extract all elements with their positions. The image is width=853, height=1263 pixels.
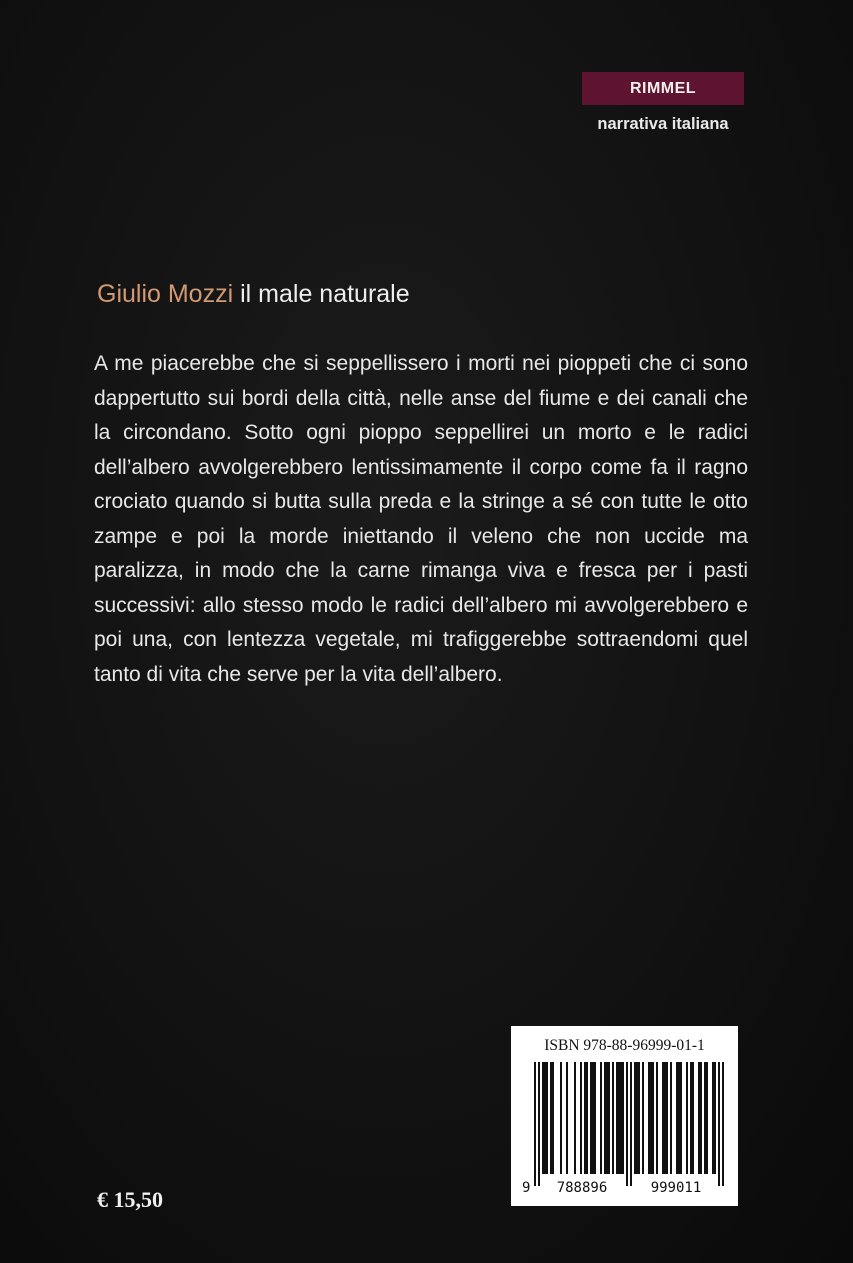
- barcode-bar: [630, 1062, 632, 1186]
- barcode-bar: [612, 1062, 614, 1174]
- barcode-bar: [608, 1062, 610, 1174]
- barcode-bar: [566, 1062, 568, 1174]
- barcode-bar: [690, 1062, 692, 1174]
- barcode-bar: [546, 1062, 548, 1174]
- barcode-digits: 788896: [556, 1180, 608, 1196]
- price-label: € 15,50: [97, 1187, 163, 1212]
- barcode-bar: [638, 1062, 640, 1174]
- barcode-bar: [722, 1062, 724, 1186]
- barcode-bar: [580, 1062, 582, 1174]
- barcode-bar: [666, 1062, 668, 1174]
- barcode-bar: [534, 1062, 536, 1186]
- barcode-block: [511, 1026, 738, 1206]
- barcode-bar: [552, 1062, 554, 1174]
- barcode-bar: [700, 1062, 702, 1174]
- barcode-bar: [676, 1062, 678, 1174]
- barcode-bar: [652, 1062, 654, 1174]
- barcode-bar: [584, 1062, 586, 1174]
- barcode-bar: [594, 1062, 596, 1174]
- barcode-digits: 9: [522, 1180, 531, 1196]
- barcode-bar: [618, 1062, 620, 1174]
- barcode-bar: [714, 1062, 716, 1174]
- series-badge: [582, 72, 744, 105]
- blurb-text: A me piacerebbe che si seppellissero i morti nei pioppeti che ci sono dappertutto sui bordi della città, nelle anse del fiume e dei canali che la circondano. Sotto ogni pioppo seppellirei un morto e le radici dell’albero avvolgerebbero lentissimamente il corpo come fa il ragno crociato quando si butta sulla preda e la stringe a sé con tutte le otto zampe e poi la morde iniettando il veleno che non uccide ma paralizza, in modo che la carne rimanga viva e fresca per i pasti successivi: allo stesso modo le radici dell’albero mi avvolgerebbero e poi una, con lentezza vegetale, mi trafiggerebbe sottraendomi quel tanto di vita che serve per la vita dell’albero.: [94, 352, 748, 686]
- barcode-bar: [698, 1062, 700, 1174]
- barcode-bar: [642, 1062, 644, 1174]
- author-title-line: [97, 280, 410, 309]
- barcode-bar: [620, 1062, 622, 1174]
- book-title: il male naturale: [240, 280, 410, 308]
- barcode-bar: [718, 1062, 720, 1186]
- barcode-bar: [544, 1062, 546, 1174]
- barcode-bar: [606, 1062, 608, 1174]
- isbn-label: ISBN 978-88-96999-01-1: [544, 1037, 705, 1054]
- barcode-bar: [622, 1062, 624, 1174]
- barcode-bar: [538, 1062, 540, 1186]
- barcode-bar: [678, 1062, 680, 1174]
- barcode-bar: [592, 1062, 594, 1174]
- barcode-bar: [604, 1062, 606, 1174]
- barcode-bar: [560, 1062, 562, 1174]
- barcode-bar: [712, 1062, 714, 1174]
- barcode-bar: [600, 1062, 602, 1174]
- barcode-bar: [648, 1062, 650, 1174]
- barcode-bar: [662, 1062, 664, 1174]
- barcode-bar: [664, 1062, 666, 1174]
- barcode-bar: [680, 1062, 682, 1174]
- barcode-bar: [616, 1062, 618, 1174]
- barcode-bar: [670, 1062, 672, 1174]
- barcode-bar: [586, 1062, 588, 1174]
- barcode-bar: [574, 1062, 576, 1174]
- barcode-bar: [542, 1062, 544, 1174]
- series-subtitle: narrativa italiana: [597, 115, 729, 133]
- barcode-bar: [626, 1062, 628, 1186]
- barcode-image: [520, 1062, 729, 1198]
- author-name: Giulio Mozzi: [97, 280, 234, 308]
- barcode-bar: [636, 1062, 638, 1174]
- barcode-bar: [692, 1062, 694, 1174]
- barcode-bar: [650, 1062, 652, 1174]
- barcode-bar: [704, 1062, 706, 1174]
- barcode-bar: [634, 1062, 636, 1174]
- barcode-digits: 999011: [650, 1180, 702, 1196]
- series-name: RIMMEL: [629, 79, 697, 97]
- barcode-bar: [686, 1062, 688, 1174]
- barcode-bar: [590, 1062, 592, 1174]
- barcode-bar: [550, 1062, 552, 1174]
- barcode-bar: [706, 1062, 708, 1174]
- barcode-bar: [656, 1062, 658, 1174]
